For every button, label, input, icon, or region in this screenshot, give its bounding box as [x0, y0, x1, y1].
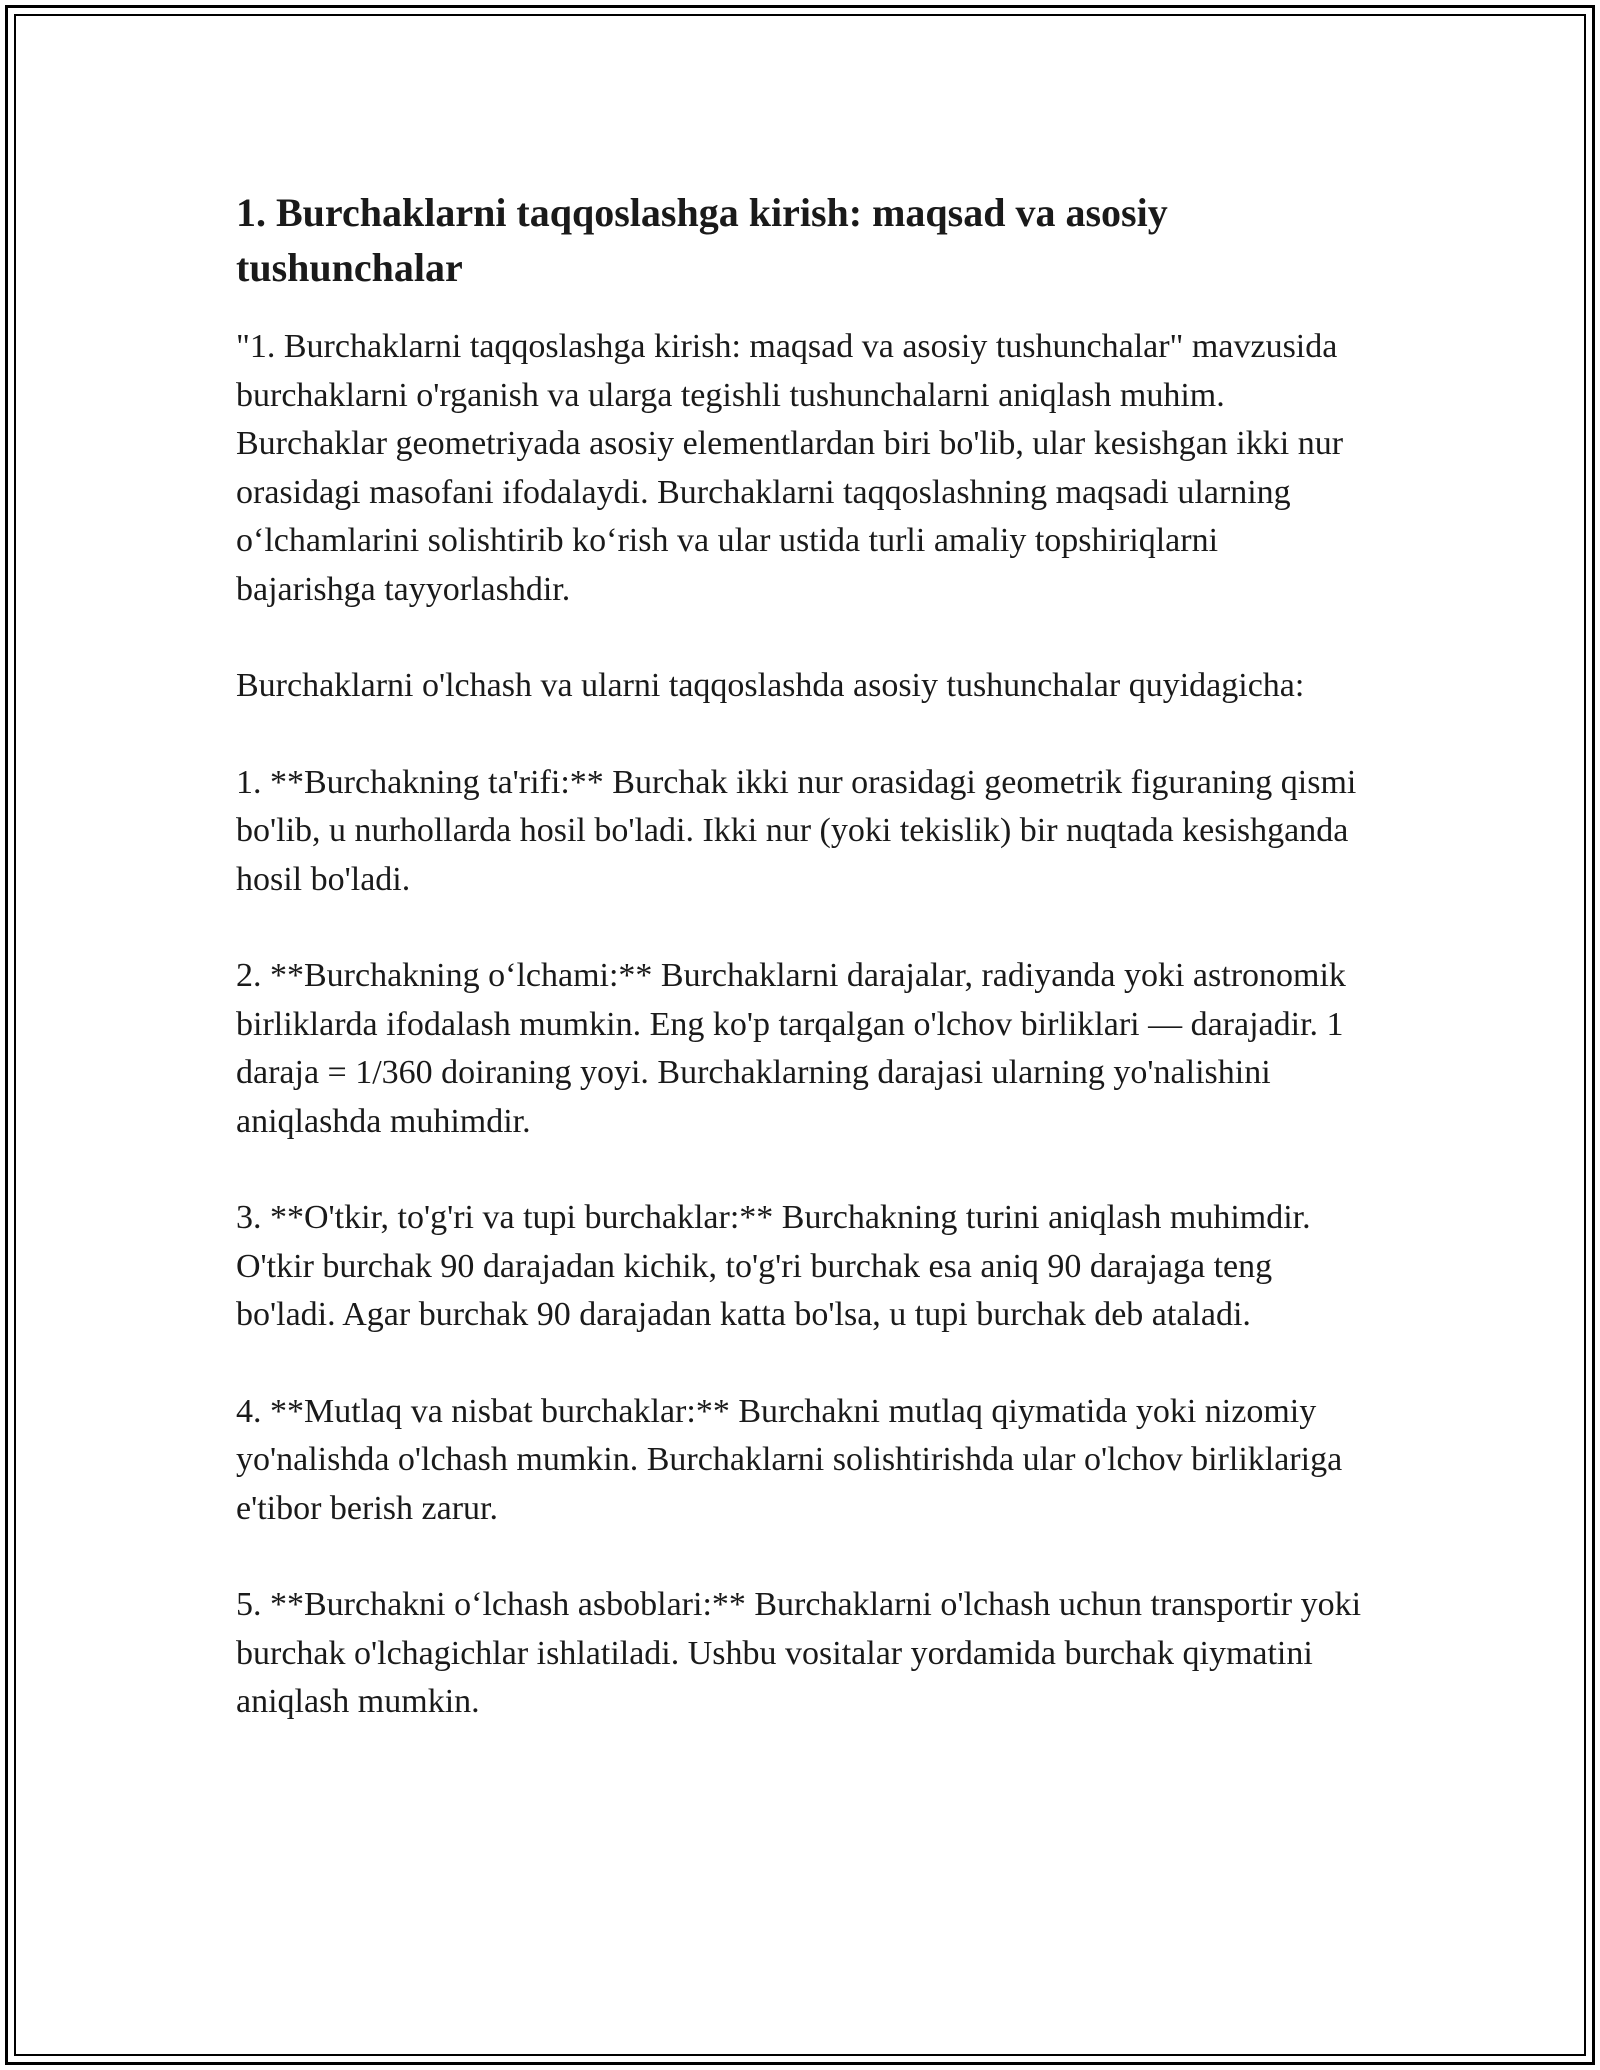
section-heading: 1. Burchaklarni taqqoslashga kirish: maqsad va asosiy tushunchalar: [236, 190, 1168, 290]
intro-paragraph: "1. Burchaklarni taqqoslashga kirish: maqsad va asosiy tushunchalar" mavzusida burchaklarni o'rganish va ularga tegishli tushunchalarni aniqlash muhim. Burchaklar geometriyada asosiy elementlardan biri bo'lib, ular kesishgan ikki nur orasidagi masofani ifodalaydi. Burchaklarni taqqoslashning maqsadi ularning o‘lchamlarini solishtirib ko‘rish va ular ustida turli amaliy topshiriqlarni bajarishga tayyorlashdir.: [236, 328, 1344, 608]
list-item-angle-types: 3. **O'tkir, to'g'ri va tupi burchaklar:** Burchakning turini aniqlash muhimdir. O'tkir burchak 90 darajadan kichik, to'g'ri burchak esa aniq 90 darajaga teng bo'ladi. Agar burchak 90 darajadan katta bo'lsa, u tupi burchak deb ataladi.: [236, 1199, 1311, 1333]
list-item-tools: 5. **Burchakni o‘lchash asboblari:** Burchaklarni o'lchash uchun transportir yoki burchak o'lchagichlar ishlatiladi. Ushbu vositalar yordamida burchak qiymatini aniqlash mumkin.: [236, 1586, 1362, 1720]
list-item-measurement: 2. **Burchakning o‘lchami:** Burchaklarni darajalar, radiyanda yoki astronomik birliklarda ifodalash mumkin. Eng ko'p tarqalgan o'lchov birliklari — darajadir. 1 daraja = 1/360 doiraning yoyi. Burchaklarning darajasi ularning yo'nalishini aniqlashda muhimdir.: [236, 957, 1346, 1140]
list-item-absolute-relative: 4. **Mutlaq va nisbat burchaklar:** Burchakni mutlaq qiymatida yoki nizomiy yo'nalishda o'lchash mumkin. Burchaklarni solishtirishda ular o'lchov birliklariga e'tibor berish zarur.: [236, 1392, 1343, 1527]
list-item-definition: 1. **Burchakning ta'rifi:** Burchak ikki nur orasidagi geometrik figuraning qismi bo'lib, u nurhollarda hosil bo'ladi. Ikki nur (yoki tekislik) bir nuqtada kesishganda hosil bo'ladi.: [236, 763, 1357, 898]
list-intro-paragraph: Burchaklarni o'lchash va ularni taqqoslashda asosiy tushunchalar quyidagicha:: [236, 667, 1305, 704]
document-body: [236, 185, 1366, 1775]
